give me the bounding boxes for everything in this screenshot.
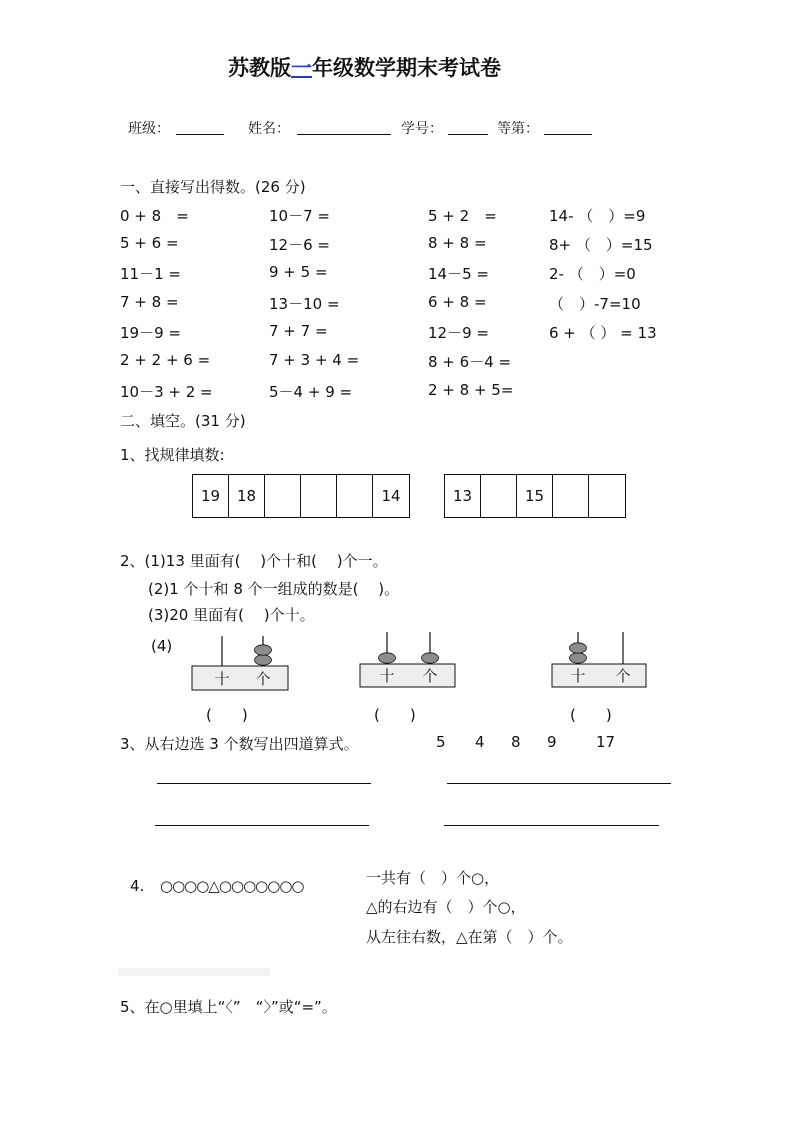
sequence-box: 18 xyxy=(229,475,265,517)
calc-item: 5 + 6 = xyxy=(120,234,179,252)
q3-number: 17 xyxy=(596,733,616,751)
q4-line1: 一共有（ ）个○， xyxy=(366,869,500,887)
calc-item: 5 + 2 = xyxy=(428,207,497,225)
abacus-tens-label: 十 xyxy=(379,667,395,685)
name-label: 姓名： xyxy=(248,121,290,137)
q3-label: 3、从右边选 3 个数写出四道算式。 xyxy=(120,735,359,753)
calc-item: 5－4 + 9 = xyxy=(269,383,353,401)
abacus-bead xyxy=(379,653,396,663)
abacus-tens-label: 十 xyxy=(214,670,230,688)
calc-item: 12－9 = xyxy=(428,324,489,342)
faint-watermark xyxy=(118,968,270,976)
abacus-answer-2[interactable]: ( ) xyxy=(374,706,416,724)
calc-item: 13－10 = xyxy=(269,295,340,313)
calc-item: 7 + 3 + 4 = xyxy=(269,351,360,369)
section1-heading: 一、直接写出得数。(26 分) xyxy=(120,178,306,196)
title-grade-highlight: 一 xyxy=(291,56,312,80)
q2-line2: (2)1 个十和 8 个一组成的数是( )。 xyxy=(148,580,400,598)
answer-line[interactable] xyxy=(444,825,659,826)
calc-item: （ ）-7=10 xyxy=(549,295,641,313)
calc-item: 0 + 8 = xyxy=(120,207,189,225)
calc-item: 10－7 = xyxy=(269,207,330,225)
rank-label: 等第： xyxy=(497,121,539,137)
class-label: 班级： xyxy=(128,121,170,137)
calc-item: 6 + 8 = xyxy=(428,293,487,311)
q4-label: 4. xyxy=(130,877,145,895)
abacus-base xyxy=(192,666,288,690)
calc-item: 10－3 + 2 = xyxy=(120,383,213,401)
calc-item: 8 + 8 = xyxy=(428,234,487,252)
title-before: 苏教版 xyxy=(228,56,291,80)
calc-item: 19－9 = xyxy=(120,324,181,342)
q2-line3: (3)20 里面有( )个十。 xyxy=(148,606,315,624)
q2-sub4-label: (4) xyxy=(151,637,173,655)
q2-line1: 2、(1)13 里面有( )个十和( )个一。 xyxy=(120,552,388,570)
section2-heading: 二、填空。(31 分) xyxy=(120,412,246,430)
sequence-box: 13 xyxy=(445,475,481,517)
q4-shape-row: ○○○○△○○○○○○○ xyxy=(160,877,304,895)
calc-item: 7 + 8 = xyxy=(120,293,179,311)
sequence-box: 19 xyxy=(193,475,229,517)
calc-item: 2- （ ）=0 xyxy=(549,265,636,283)
calc-item: 8 + 6－4 = xyxy=(428,353,512,371)
calc-item: 2 + 2 + 6 = xyxy=(120,351,211,369)
calc-item: 8+ （ ）=15 xyxy=(549,236,653,254)
abacus-base xyxy=(360,664,455,687)
q5-label: 5、在○里填上“〈” “〉”或“=”。 xyxy=(120,998,337,1016)
calc-item: 12－6 = xyxy=(269,236,330,254)
q4-line3: 从左往右数，△在第（ ）个。 xyxy=(366,928,573,946)
q4-line2: △的右边有（ ）个○， xyxy=(366,898,526,916)
calc-item: 14- （ ）=9 xyxy=(549,207,646,225)
abacus-bead xyxy=(570,653,587,663)
calc-item: 14－5 = xyxy=(428,265,489,283)
calc-item: 11－1 = xyxy=(120,265,181,283)
abacus-tens-label: 十 xyxy=(570,667,586,685)
abacus-bead xyxy=(255,645,272,655)
sequence-box: 15 xyxy=(517,475,553,517)
abacus-answer-1[interactable]: ( ) xyxy=(206,706,248,724)
abacus-bead xyxy=(570,643,587,653)
q3-number: 9 xyxy=(547,733,557,751)
sequence-box: 14 xyxy=(381,487,401,505)
answer-line[interactable] xyxy=(447,783,671,784)
abacus-ones-label: 个 xyxy=(615,667,631,685)
calc-item: 2 + 8 + 5= xyxy=(428,381,514,399)
abacus-ones-label: 个 xyxy=(422,667,438,685)
answer-line[interactable] xyxy=(155,825,369,826)
abacus-answer-3[interactable]: ( ) xyxy=(570,706,612,724)
abacus-bead xyxy=(422,653,439,663)
abacus-base xyxy=(552,664,646,687)
abacus-ones-label: 个 xyxy=(255,670,271,688)
calc-item: 7 + 7 = xyxy=(269,322,328,340)
calc-item: 6 + （ ） = 13 xyxy=(549,324,657,342)
q1-label: 1、找规律填数: xyxy=(120,446,225,464)
calc-item: 9 + 5 = xyxy=(269,263,328,281)
title-after: 年级数学期末考试卷 xyxy=(312,56,501,80)
q3-number: 5 xyxy=(436,733,446,751)
q3-number: 8 xyxy=(511,733,521,751)
answer-line[interactable] xyxy=(157,783,371,784)
q3-number: 4 xyxy=(475,733,485,751)
number-label: 学号： xyxy=(401,121,443,137)
abacus-bead xyxy=(255,655,272,665)
